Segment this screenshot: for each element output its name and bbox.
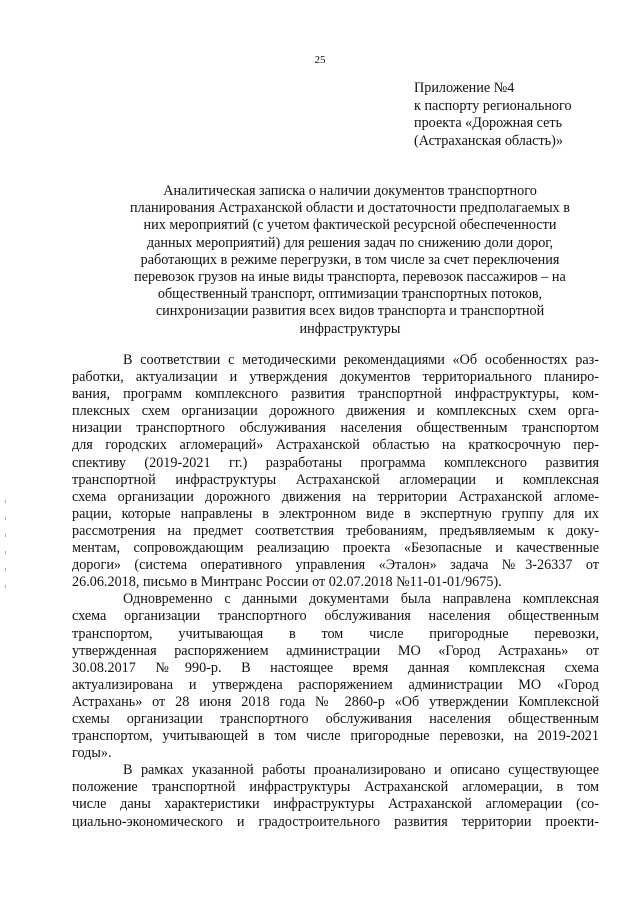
- title-line: общественный транспорт, оптимизации транспортных потоков,: [157, 286, 543, 303]
- text-line: дороги» (система оперативного управления «Эталон» задача №3-26337 от: [72, 557, 599, 574]
- scan-mark: [5, 568, 6, 571]
- text-line: числе даны характеристики инфраструктуры Астраханской агломерации (со-: [72, 796, 599, 813]
- scan-mark: [5, 585, 6, 588]
- scan-mark: [5, 551, 6, 554]
- document-title: [90, 183, 610, 338]
- title-line: планирования Астраханской области и достаточности предполагаемых в: [130, 200, 570, 217]
- text-line: низации транспортного обслуживания населения общественным транспортом: [72, 420, 599, 437]
- text-line: утвержденная распоряжением администрации МО «Город Астрахань» от: [72, 642, 599, 659]
- scan-mark: [5, 517, 6, 520]
- appendix-heading: [414, 80, 624, 150]
- title-line: синхронизации развития всех видов транспорта и транспортной: [155, 303, 545, 320]
- title-line: них мероприятий (с учетом фактической ресурсной обеспеченности: [143, 217, 557, 234]
- text-line: 30.08.2017 №990-р. В настоящее время данная комплексная схема: [72, 659, 599, 676]
- text-line: для городских агломераций» Астраханской областью на краткосрочную пер-: [72, 437, 599, 454]
- text-line: Астрахань» от 28 июня 2018 года № 2860-р «Об утверждении Комплексной: [72, 693, 599, 710]
- text-line: 26.06.2018, письмо в Минтранс России от 02.07.2018 №11-01-01/9675).: [72, 574, 502, 591]
- text-line: вания, программ комплексного развития транспортной инфраструктуры, ком-: [72, 386, 599, 403]
- text-line: циально-экономического и градостроительного развития территории проекти-: [72, 813, 599, 830]
- text-line: схемы организации транспортного обслуживания населения общественным: [72, 710, 599, 727]
- title-line: инфраструктуры: [299, 320, 401, 337]
- body-text: [72, 352, 599, 831]
- page-number: 25: [314, 54, 326, 66]
- paragraph-3: [72, 762, 599, 830]
- text-line: ментам, сопровождающим реализацию проекта «Безопасные и качественные: [72, 540, 599, 557]
- appendix-line: Приложение №4: [414, 80, 515, 96]
- text-line: Одновременно с данными документами была направлена комплексная: [123, 591, 599, 608]
- scan-mark: [5, 534, 6, 537]
- text-line: работки, актуализации и утверждения документов территориального планиро-: [72, 369, 599, 386]
- text-line: транспортом, учитывающей в том числе пригородные перевозки, на 2019-2021: [72, 728, 599, 745]
- title-line: данных мероприятий) для решения задач по снижению доли дорог,: [146, 234, 554, 251]
- text-line: В соответствии с методическими рекомендациями «Об особенностях раз-: [123, 352, 599, 368]
- appendix-line: (Астраханская область)»: [414, 132, 563, 149]
- scan-mark: [5, 500, 6, 503]
- text-line: схема организации транспортного обслуживания населения общественным: [72, 608, 599, 625]
- text-line: рации, которые направлены в электронном виде в экспертную группу для их: [72, 505, 599, 522]
- text-line: В рамках указанной работы проанализировано и описано существующее: [123, 762, 599, 779]
- text-line: спективу (2019-2021 гг.) разработаны программа комплексного развития: [72, 454, 599, 471]
- text-line: годы».: [72, 745, 112, 762]
- paragraph-2: [72, 591, 599, 762]
- scan-margin-marks: [3, 500, 9, 602]
- text-line: актуализирована и утверждена распоряжением администрации МО «Город: [72, 676, 599, 693]
- text-line: положение транспортной инфраструктуры Астраханской агломерации, в том: [72, 779, 599, 796]
- title-line: Аналитическая записка о наличии документов транспортного: [163, 183, 537, 199]
- paragraph-1: [72, 352, 599, 591]
- title-line: работающих в режиме перегрузки, в том числе за счет переключения: [140, 251, 560, 268]
- appendix-line: проекта «Дорожная сеть: [414, 115, 563, 131]
- text-line: схема организации дорожного движения на территории Астраханской агломе-: [72, 488, 599, 505]
- text-line: рассмотрения на предмет соответствия требованиям, предъявляемым к доку-: [72, 522, 599, 539]
- title-line: перевозок грузов на иные виды транспорта, перевозок пассажиров – на: [134, 269, 566, 286]
- text-line: плексных схем организации дорожного движения и комплексных схем орга-: [72, 403, 599, 420]
- text-line: транспортом, учитывающая в том числе пригородные перевозки,: [72, 625, 599, 642]
- text-line: транспортной инфраструктуры Астраханской агломерации и комплексная: [72, 471, 599, 488]
- appendix-line: к паспорту регионального: [414, 97, 572, 114]
